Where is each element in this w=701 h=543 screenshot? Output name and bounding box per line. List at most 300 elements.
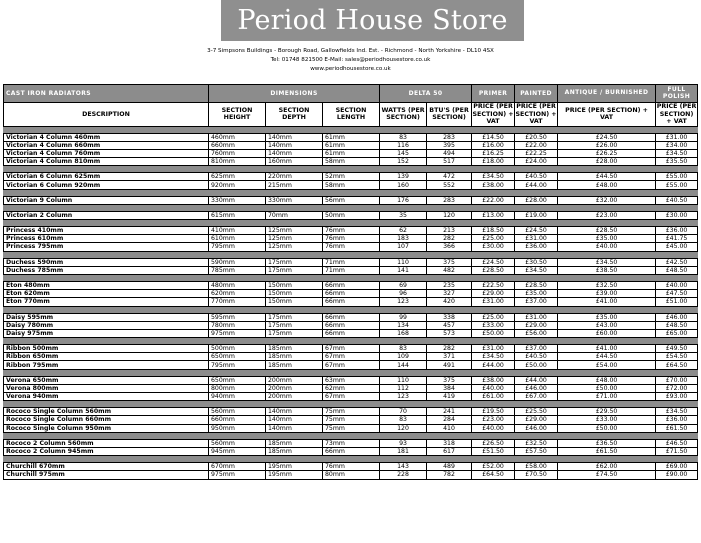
table-cell: £71.00 bbox=[558, 393, 656, 401]
table-cell: 175mm bbox=[266, 329, 323, 337]
table-cell: £26.50 bbox=[472, 439, 515, 447]
table-cell: 200mm bbox=[266, 384, 323, 392]
table-cell: £35.00 bbox=[558, 235, 656, 243]
product-name-cell: Duchess 590mm bbox=[4, 258, 209, 266]
table-cell: 140mm bbox=[266, 141, 323, 149]
table-cell: 200mm bbox=[266, 376, 323, 384]
table-cell: 366 bbox=[427, 243, 472, 251]
table-cell: £60.00 bbox=[558, 329, 656, 337]
table-cell: 120 bbox=[427, 211, 472, 219]
group-header-full-polish: FULL POLISH bbox=[656, 85, 698, 103]
separator-cell bbox=[4, 166, 698, 173]
table-cell: 220mm bbox=[266, 173, 323, 181]
table-cell: 517 bbox=[427, 158, 472, 166]
table-cell: £93.00 bbox=[656, 393, 698, 401]
table-row bbox=[4, 149, 698, 157]
separator-cell bbox=[4, 401, 698, 408]
table-cell: £13.00 bbox=[472, 211, 515, 219]
table-cell: 61mm bbox=[323, 149, 380, 157]
product-name-cell: Rococo 2 Column 560mm bbox=[4, 439, 209, 447]
table-cell: £22.25 bbox=[515, 149, 558, 157]
table-cell: £36.00 bbox=[656, 416, 698, 424]
group-header-primer: PRIMER bbox=[472, 85, 515, 103]
table-cell: £46.50 bbox=[656, 439, 698, 447]
group-separator bbox=[4, 126, 698, 133]
table-cell: £22.50 bbox=[472, 281, 515, 289]
table-cell: £50.00 bbox=[558, 424, 656, 432]
table-cell: 66mm bbox=[323, 298, 380, 306]
table-cell: 489 bbox=[427, 463, 472, 471]
separator-cell bbox=[4, 369, 698, 376]
product-name-cell: Churchill 975mm bbox=[4, 471, 209, 479]
product-name-cell: Daisy 780mm bbox=[4, 321, 209, 329]
table-cell: £64.50 bbox=[656, 361, 698, 369]
table-row bbox=[4, 447, 698, 455]
table-row bbox=[4, 384, 698, 392]
table-cell: 330mm bbox=[209, 196, 266, 204]
table-cell: 595mm bbox=[209, 313, 266, 321]
table-cell: £51.00 bbox=[656, 298, 698, 306]
table-cell: £31.00 bbox=[472, 345, 515, 353]
table-cell: 175mm bbox=[266, 321, 323, 329]
product-name-cell: Daisy 595mm bbox=[4, 313, 209, 321]
table-cell: £36.50 bbox=[558, 439, 656, 447]
table-cell: 141 bbox=[380, 266, 427, 274]
table-cell: 552 bbox=[427, 181, 472, 189]
table-cell: 371 bbox=[427, 353, 472, 361]
table-row bbox=[4, 290, 698, 298]
table-cell: £29.50 bbox=[558, 408, 656, 416]
table-cell: £48.00 bbox=[558, 181, 656, 189]
table-cell: 61mm bbox=[323, 141, 380, 149]
table-cell: 500mm bbox=[209, 345, 266, 353]
table-cell: 75mm bbox=[323, 424, 380, 432]
table-cell: £28.50 bbox=[558, 227, 656, 235]
table-cell: £40.00 bbox=[472, 424, 515, 432]
table-cell: 384 bbox=[427, 384, 472, 392]
table-cell: £65.00 bbox=[656, 329, 698, 337]
table-cell: 140mm bbox=[266, 408, 323, 416]
group-separator bbox=[4, 189, 698, 196]
table-cell: 76mm bbox=[323, 235, 380, 243]
table-cell: £38.50 bbox=[558, 266, 656, 274]
table-cell: £42.50 bbox=[656, 258, 698, 266]
table-cell: 123 bbox=[380, 298, 427, 306]
table-cell: £28.50 bbox=[515, 281, 558, 289]
table-cell: 175mm bbox=[266, 266, 323, 274]
table-cell: 185mm bbox=[266, 345, 323, 353]
table-cell: £24.50 bbox=[558, 133, 656, 141]
table-cell: 185mm bbox=[266, 361, 323, 369]
table-cell: 785mm bbox=[209, 266, 266, 274]
table-cell: £33.00 bbox=[558, 416, 656, 424]
table-cell: 67mm bbox=[323, 345, 380, 353]
table-cell: £35.50 bbox=[656, 158, 698, 166]
product-name-cell: Verona 650mm bbox=[4, 376, 209, 384]
group-header-cast-iron: CAST IRON RADIATORS bbox=[4, 85, 209, 103]
table-cell: 615mm bbox=[209, 211, 266, 219]
table-row bbox=[4, 424, 698, 432]
table-cell: 71mm bbox=[323, 258, 380, 266]
table-cell: 58mm bbox=[323, 158, 380, 166]
group-separator bbox=[4, 456, 698, 463]
table-cell: 573 bbox=[427, 329, 472, 337]
table-cell: 67mm bbox=[323, 393, 380, 401]
product-name-cell: Rococo Single Column 660mm bbox=[4, 416, 209, 424]
table-cell: 330mm bbox=[266, 196, 323, 204]
table-cell: 140mm bbox=[266, 416, 323, 424]
table-cell: 185mm bbox=[266, 353, 323, 361]
table-cell: 670mm bbox=[209, 463, 266, 471]
table-cell: £57.50 bbox=[515, 447, 558, 455]
table-cell: £44.50 bbox=[558, 353, 656, 361]
store-website[interactable]: www.periodhousestore.co.uk bbox=[310, 66, 391, 72]
table-row bbox=[4, 329, 698, 337]
table-cell: £20.50 bbox=[515, 133, 558, 141]
table-cell: 125mm bbox=[266, 227, 323, 235]
table-cell: 112 bbox=[380, 384, 427, 392]
table-cell: £55.00 bbox=[656, 173, 698, 181]
table-cell: 950mm bbox=[209, 424, 266, 432]
table-cell: 140mm bbox=[266, 133, 323, 141]
table-cell: 120 bbox=[380, 424, 427, 432]
product-name-cell: Victorian 4 Column 810mm bbox=[4, 158, 209, 166]
group-separator bbox=[4, 166, 698, 173]
table-cell: £48.50 bbox=[656, 266, 698, 274]
table-cell: 160mm bbox=[266, 158, 323, 166]
group-header-delta: DELTA 50 bbox=[380, 85, 472, 103]
table-cell: 660mm bbox=[209, 416, 266, 424]
table-cell: 228 bbox=[380, 471, 427, 479]
table-cell: 795mm bbox=[209, 243, 266, 251]
table-cell: £31.00 bbox=[515, 313, 558, 321]
table-cell: £32.50 bbox=[515, 439, 558, 447]
table-cell: £29.00 bbox=[515, 416, 558, 424]
table-cell: £22.00 bbox=[472, 196, 515, 204]
table-cell: 940mm bbox=[209, 393, 266, 401]
store-address: 3-7 Simpsons Buildings - Borough Road, Gallowfields Ind. Est. - Richmond - North Yorkshire - DL10 4SX bbox=[207, 48, 494, 54]
table-cell: £48.50 bbox=[656, 321, 698, 329]
table-cell: £25.00 bbox=[472, 313, 515, 321]
product-name-cell: Eton 480mm bbox=[4, 281, 209, 289]
table-row bbox=[4, 321, 698, 329]
group-header-painted: PAINTED bbox=[515, 85, 558, 103]
radiator-price-table bbox=[3, 84, 698, 480]
table-cell: £28.00 bbox=[558, 158, 656, 166]
table-cell: £58.00 bbox=[515, 463, 558, 471]
table-cell: 140mm bbox=[266, 424, 323, 432]
table-cell: £74.50 bbox=[558, 471, 656, 479]
table-cell: 284 bbox=[427, 416, 472, 424]
table-cell: 482 bbox=[427, 266, 472, 274]
column-header: PRICE (PER SECTION) + VAT bbox=[656, 103, 697, 125]
table-cell: £61.50 bbox=[558, 447, 656, 455]
table-cell: £40.50 bbox=[515, 173, 558, 181]
table-cell: 183 bbox=[380, 235, 427, 243]
table-cell: 150mm bbox=[266, 290, 323, 298]
table-row bbox=[4, 353, 698, 361]
table-cell: £14.50 bbox=[472, 133, 515, 141]
table-cell: 150mm bbox=[266, 281, 323, 289]
table-cell: 71mm bbox=[323, 266, 380, 274]
table-cell: 168 bbox=[380, 329, 427, 337]
table-cell: £38.00 bbox=[472, 181, 515, 189]
group-separator bbox=[4, 401, 698, 408]
column-header: SECTION LENGTH bbox=[323, 103, 380, 127]
table-cell: £54.00 bbox=[558, 361, 656, 369]
table-cell: £35.00 bbox=[515, 290, 558, 298]
table-cell: 491 bbox=[427, 361, 472, 369]
product-name-cell: Victorian 4 Column 760mm bbox=[4, 149, 209, 157]
column-header: PRICE (PER SECTION) + VAT bbox=[558, 103, 656, 127]
table-cell: £41.00 bbox=[558, 345, 656, 353]
table-row bbox=[4, 345, 698, 353]
table-cell: £61.50 bbox=[656, 424, 698, 432]
table-cell: 76mm bbox=[323, 463, 380, 471]
product-name-cell: Princess 410mm bbox=[4, 227, 209, 235]
table-cell: 175mm bbox=[266, 258, 323, 266]
table-row bbox=[4, 471, 698, 479]
table-cell: £44.00 bbox=[515, 181, 558, 189]
product-name-cell: Victorian 6 Column 625mm bbox=[4, 173, 209, 181]
table-cell: £34.50 bbox=[515, 266, 558, 274]
table-cell: 760mm bbox=[209, 149, 266, 157]
table-cell: £32.00 bbox=[558, 196, 656, 204]
table-cell: 76mm bbox=[323, 243, 380, 251]
table-cell: 620mm bbox=[209, 290, 266, 298]
separator-cell bbox=[4, 220, 698, 227]
table-cell: £32.50 bbox=[558, 281, 656, 289]
table-row bbox=[4, 416, 698, 424]
table-cell: 560mm bbox=[209, 439, 266, 447]
group-header-row bbox=[4, 85, 698, 103]
table-cell: 283 bbox=[427, 196, 472, 204]
table-cell: £18.50 bbox=[472, 227, 515, 235]
table-cell: £24.50 bbox=[515, 227, 558, 235]
table-cell: £52.00 bbox=[472, 463, 515, 471]
table-cell: 181 bbox=[380, 447, 427, 455]
column-header: PRICE (PER SECTION) + VAT bbox=[472, 103, 514, 125]
table-cell: 457 bbox=[427, 321, 472, 329]
table-cell: 283 bbox=[427, 133, 472, 141]
table-cell: 73mm bbox=[323, 439, 380, 447]
table-cell: 318 bbox=[427, 439, 472, 447]
table-row bbox=[4, 298, 698, 306]
table-cell: 58mm bbox=[323, 181, 380, 189]
column-header: BTU'S (PER SECTION) bbox=[427, 103, 472, 127]
table-cell: 660mm bbox=[209, 141, 266, 149]
table-row bbox=[4, 173, 698, 181]
product-name-cell: Eton 770mm bbox=[4, 298, 209, 306]
store-contact: Tel: 01748 821500 E-Mail: sales@periodhousestore.co.uk bbox=[270, 57, 431, 63]
table-cell: 139 bbox=[380, 173, 427, 181]
table-cell: £41.75 bbox=[656, 235, 698, 243]
table-cell: £30.00 bbox=[656, 211, 698, 219]
table-cell: £31.00 bbox=[515, 235, 558, 243]
table-cell: £19.50 bbox=[472, 408, 515, 416]
table-cell: £31.00 bbox=[472, 298, 515, 306]
table-cell: £37.00 bbox=[515, 345, 558, 353]
table-row bbox=[4, 243, 698, 251]
table-cell: £40.00 bbox=[472, 384, 515, 392]
table-cell: 650mm bbox=[209, 376, 266, 384]
product-name-cell: Ribbon 500mm bbox=[4, 345, 209, 353]
table-cell: 75mm bbox=[323, 408, 380, 416]
column-header: SECTION HEIGHT bbox=[209, 103, 266, 127]
table-cell: £56.00 bbox=[515, 329, 558, 337]
table-cell: 610mm bbox=[209, 235, 266, 243]
table-cell: 123 bbox=[380, 393, 427, 401]
table-cell: £34.50 bbox=[656, 149, 698, 157]
group-separator bbox=[4, 432, 698, 439]
table-cell: 63mm bbox=[323, 376, 380, 384]
table-cell: £36.00 bbox=[515, 243, 558, 251]
table-cell: £34.50 bbox=[558, 258, 656, 266]
table-cell: £41.00 bbox=[558, 298, 656, 306]
table-cell: 560mm bbox=[209, 408, 266, 416]
table-cell: £44.50 bbox=[558, 173, 656, 181]
table-cell: 590mm bbox=[209, 258, 266, 266]
table-cell: £43.00 bbox=[558, 321, 656, 329]
table-cell: £18.00 bbox=[472, 158, 515, 166]
table-cell: 185mm bbox=[266, 439, 323, 447]
table-cell: 66mm bbox=[323, 313, 380, 321]
table-cell: 83 bbox=[380, 416, 427, 424]
table-cell: 327 bbox=[427, 290, 472, 298]
table-cell: 145 bbox=[380, 149, 427, 157]
table-cell: 83 bbox=[380, 345, 427, 353]
product-name-cell: Victorian 2 Column bbox=[4, 211, 209, 219]
table-row bbox=[4, 376, 698, 384]
separator-cell bbox=[4, 251, 698, 258]
table-cell: 69 bbox=[380, 281, 427, 289]
table-cell: £28.00 bbox=[515, 196, 558, 204]
table-cell: £31.00 bbox=[656, 133, 698, 141]
table-cell: 213 bbox=[427, 227, 472, 235]
table-cell: £48.00 bbox=[558, 376, 656, 384]
table-cell: £24.50 bbox=[472, 258, 515, 266]
table-row bbox=[4, 266, 698, 274]
product-name-cell: Verona 800mm bbox=[4, 384, 209, 392]
table-cell: £54.50 bbox=[656, 353, 698, 361]
table-row bbox=[4, 393, 698, 401]
product-name-cell: Eton 620mm bbox=[4, 290, 209, 298]
table-cell: 83 bbox=[380, 133, 427, 141]
table-cell: 109 bbox=[380, 353, 427, 361]
group-separator bbox=[4, 306, 698, 313]
table-cell: £47.50 bbox=[656, 290, 698, 298]
table-cell: 67mm bbox=[323, 361, 380, 369]
table-cell: £38.00 bbox=[472, 376, 515, 384]
table-cell: £64.50 bbox=[472, 471, 515, 479]
table-cell: £24.00 bbox=[515, 158, 558, 166]
table-cell: £46.00 bbox=[515, 384, 558, 392]
table-cell: £19.00 bbox=[515, 211, 558, 219]
separator-cell bbox=[4, 126, 698, 133]
table-row bbox=[4, 133, 698, 141]
table-cell: £69.00 bbox=[656, 463, 698, 471]
group-separator bbox=[4, 220, 698, 227]
table-row bbox=[4, 361, 698, 369]
table-cell: £90.00 bbox=[656, 471, 698, 479]
table-cell: 215mm bbox=[266, 181, 323, 189]
table-cell: 375 bbox=[427, 376, 472, 384]
table-cell: 66mm bbox=[323, 321, 380, 329]
table-cell: 420 bbox=[427, 298, 472, 306]
table-row bbox=[4, 439, 698, 447]
table-cell: £70.50 bbox=[515, 471, 558, 479]
table-row bbox=[4, 313, 698, 321]
table-cell: £50.00 bbox=[472, 329, 515, 337]
table-cell: £34.00 bbox=[656, 141, 698, 149]
table-cell: 472 bbox=[427, 173, 472, 181]
table-cell: 99 bbox=[380, 313, 427, 321]
table-cell: 780mm bbox=[209, 321, 266, 329]
table-cell: 140mm bbox=[266, 149, 323, 157]
table-cell: 35 bbox=[380, 211, 427, 219]
table-cell: 96 bbox=[380, 290, 427, 298]
product-name-cell: Princess 610mm bbox=[4, 235, 209, 243]
product-name-cell: Daisy 975mm bbox=[4, 329, 209, 337]
table-cell: 410mm bbox=[209, 227, 266, 235]
table-cell: 61mm bbox=[323, 133, 380, 141]
table-cell: £23.00 bbox=[558, 211, 656, 219]
table-cell: £40.00 bbox=[656, 281, 698, 289]
table-cell: £50.00 bbox=[515, 361, 558, 369]
table-cell: 945mm bbox=[209, 447, 266, 455]
separator-cell bbox=[4, 432, 698, 439]
table-cell: 152 bbox=[380, 158, 427, 166]
table-cell: £35.00 bbox=[558, 313, 656, 321]
table-row bbox=[4, 196, 698, 204]
table-cell: 975mm bbox=[209, 471, 266, 479]
table-cell: 62mm bbox=[323, 384, 380, 392]
group-separator bbox=[4, 338, 698, 345]
table-cell: 617 bbox=[427, 447, 472, 455]
table-cell: £72.00 bbox=[656, 384, 698, 392]
table-cell: 419 bbox=[427, 393, 472, 401]
table-cell: £23.00 bbox=[472, 416, 515, 424]
product-name-cell: Victorian 9 Column bbox=[4, 196, 209, 204]
group-separator bbox=[4, 274, 698, 281]
table-cell: £22.00 bbox=[515, 141, 558, 149]
table-cell: £40.50 bbox=[515, 353, 558, 361]
table-cell: 375 bbox=[427, 258, 472, 266]
table-cell: £33.00 bbox=[472, 321, 515, 329]
table-cell: £44.00 bbox=[515, 376, 558, 384]
column-header: SECTION DEPTH bbox=[266, 103, 323, 127]
table-cell: 66mm bbox=[323, 329, 380, 337]
table-cell: £51.50 bbox=[472, 447, 515, 455]
table-cell: 176 bbox=[380, 196, 427, 204]
table-cell: 395 bbox=[427, 141, 472, 149]
table-row bbox=[4, 408, 698, 416]
product-name-cell: Rococo Single Column 560mm bbox=[4, 408, 209, 416]
table-cell: 125mm bbox=[266, 235, 323, 243]
table-cell: 144 bbox=[380, 361, 427, 369]
table-cell: £26.00 bbox=[558, 141, 656, 149]
table-cell: £62.00 bbox=[558, 463, 656, 471]
table-cell: 282 bbox=[427, 345, 472, 353]
table-cell: £46.00 bbox=[515, 424, 558, 432]
table-cell: £71.50 bbox=[656, 447, 698, 455]
separator-cell bbox=[4, 204, 698, 211]
table-cell: 241 bbox=[427, 408, 472, 416]
table-cell: 782 bbox=[427, 471, 472, 479]
table-cell: 460mm bbox=[209, 133, 266, 141]
table-cell: 70mm bbox=[266, 211, 323, 219]
table-cell: 125mm bbox=[266, 243, 323, 251]
